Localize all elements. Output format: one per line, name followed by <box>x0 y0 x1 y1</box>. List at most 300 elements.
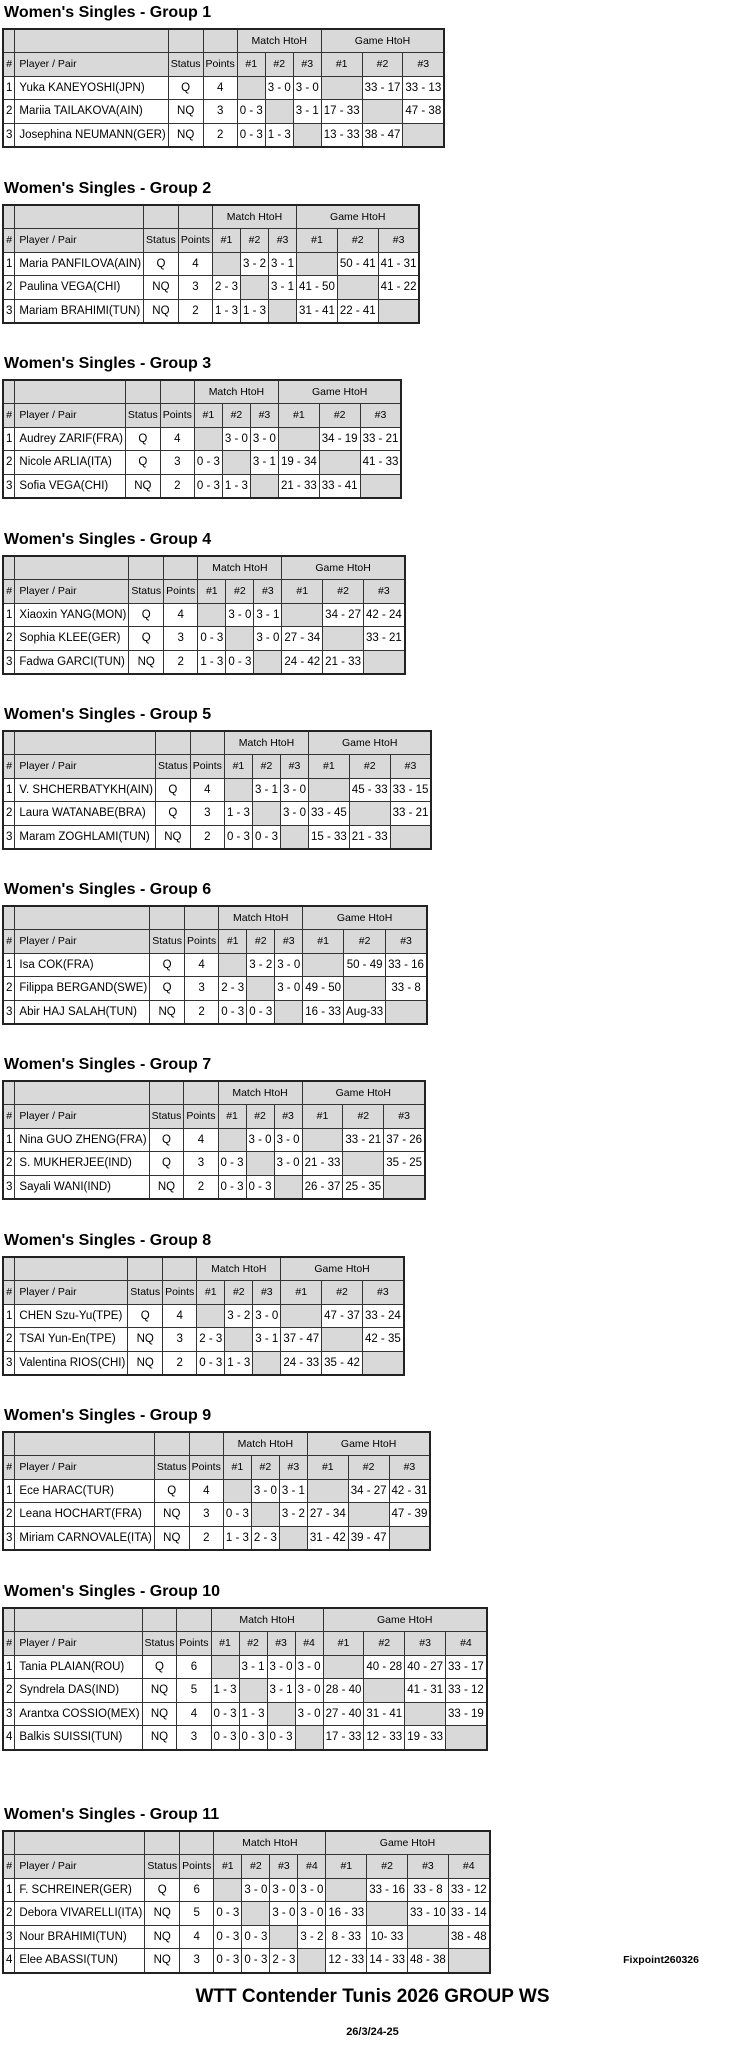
game-col-3: #3 <box>389 1456 430 1480</box>
game-score-cell: 50 - 41 <box>337 252 378 276</box>
table-header-row <box>3 1831 490 1855</box>
group-title: Women's Singles - Group 6 <box>4 881 212 898</box>
rank-cell: 1 <box>3 1479 15 1503</box>
table-row <box>3 1351 404 1375</box>
match-col-1: #1 <box>197 1281 225 1305</box>
col-header-player: Player / Pair <box>15 229 144 253</box>
points-cell: 2 <box>185 1000 219 1024</box>
header-blank <box>203 29 237 53</box>
col-header-points: Points <box>177 1632 211 1656</box>
player-cell: Fadwa GARCI(TUN) <box>15 650 129 674</box>
rank-cell: 1 <box>3 1128 15 1152</box>
player-cell: Syndrela DAS(IND) <box>15 1679 142 1703</box>
game-col-1: #1 <box>307 1456 348 1480</box>
game-score-cell <box>319 451 360 475</box>
game-col-1: #1 <box>326 1855 367 1879</box>
group-title: Women's Singles - Group 10 <box>4 1583 220 1600</box>
game-score-cell: 40 - 27 <box>405 1655 446 1679</box>
col-header-num: # <box>3 404 15 428</box>
game-score-cell <box>326 1878 367 1902</box>
match-col-3: #3 <box>275 930 303 954</box>
player-cell: Filippa BERGAND(SWE) <box>15 977 150 1001</box>
game-score-cell: 27 - 34 <box>307 1503 348 1527</box>
header-blank <box>15 205 144 229</box>
match-col-2: #2 <box>239 1632 267 1656</box>
game-score-cell: 37 - 26 <box>384 1128 425 1152</box>
table-row <box>3 627 405 651</box>
match-col-3: #3 <box>253 1281 281 1305</box>
match-col-3: #3 <box>267 1632 295 1656</box>
game-score-cell <box>323 1655 364 1679</box>
match-score-cell: 3 - 1 <box>267 1679 295 1703</box>
match-col-1: #1 <box>214 1855 242 1879</box>
match-score-cell <box>197 1304 225 1328</box>
match-score-cell: 3 - 0 <box>275 977 303 1001</box>
match-score-cell: 3 - 1 <box>254 603 282 627</box>
game-score-cell: 47 - 39 <box>389 1503 430 1527</box>
points-cell: 4 <box>185 953 219 977</box>
match-htoh-header: Match HtoH <box>237 29 321 53</box>
col-header-points: Points <box>180 1855 214 1879</box>
match-score-cell: 0 - 3 <box>219 1000 247 1024</box>
header-blank <box>189 1432 223 1456</box>
match-score-cell: 0 - 3 <box>226 650 254 674</box>
match-score-cell <box>223 1479 251 1503</box>
match-score-cell <box>214 1878 242 1902</box>
game-col-2: #2 <box>364 1632 405 1656</box>
col-header-status: Status <box>129 580 164 604</box>
col-header-points: Points <box>189 1456 223 1480</box>
match-htoh-header: Match HtoH <box>219 906 303 930</box>
rank-cell: 1 <box>3 427 15 451</box>
match-col-3: #3 <box>274 1105 302 1129</box>
game-score-cell <box>344 977 386 1001</box>
match-htoh-header: Match HtoH <box>224 731 308 755</box>
player-cell: V. SHCHERBATYKH(AIN) <box>15 778 156 802</box>
match-col-4: #4 <box>295 1632 323 1656</box>
match-col-3: #3 <box>279 1456 307 1480</box>
game-score-cell: 21 - 33 <box>349 825 390 849</box>
rank-cell: 2 <box>3 802 15 826</box>
header-blank <box>128 1257 163 1281</box>
points-cell: 5 <box>177 1679 211 1703</box>
game-score-cell: 21 - 33 <box>278 474 319 498</box>
col-header-num: # <box>3 930 15 954</box>
game-score-cell: 42 - 31 <box>389 1479 430 1503</box>
match-col-4: #4 <box>298 1855 326 1879</box>
game-col-3: #3 <box>386 930 427 954</box>
match-score-cell <box>241 276 269 300</box>
game-score-cell <box>384 1175 425 1199</box>
table-row <box>3 1152 425 1176</box>
status-cell: NQ <box>125 474 160 498</box>
match-score-cell: 3 - 0 <box>295 1702 323 1726</box>
rank-cell: 3 <box>3 299 15 323</box>
match-score-cell: 3 - 1 <box>239 1655 267 1679</box>
status-cell: Q <box>145 1878 180 1902</box>
player-cell: Mariam BRAHIMI(TUN) <box>15 299 144 323</box>
group-table <box>2 1080 426 1200</box>
rank-cell: 1 <box>3 1878 15 1902</box>
match-score-cell: 1 - 3 <box>239 1702 267 1726</box>
game-col-1: #1 <box>323 1632 364 1656</box>
match-score-cell: 3 - 2 <box>279 1503 307 1527</box>
document-code: Fixpoint260326 <box>623 1954 699 1966</box>
header-blank <box>3 1081 15 1105</box>
game-score-cell <box>390 825 431 849</box>
game-col-2: #2 <box>343 1105 384 1129</box>
rank-cell: 3 <box>3 1702 15 1726</box>
group-table <box>2 555 406 675</box>
match-score-cell <box>225 1328 253 1352</box>
player-cell: S. MUKHERJEE(IND) <box>15 1152 149 1176</box>
col-header-status: Status <box>145 1855 180 1879</box>
header-blank <box>125 380 160 404</box>
table-header-row <box>3 1257 404 1281</box>
rank-cell: 2 <box>3 276 15 300</box>
game-score-cell: 8 - 33 <box>326 1925 367 1949</box>
col-header-num: # <box>3 1281 15 1305</box>
points-cell: 3 <box>160 451 194 475</box>
col-header-points: Points <box>178 229 212 253</box>
rank-cell: 1 <box>3 1655 15 1679</box>
rank-cell: 4 <box>3 1949 15 1973</box>
player-cell: Balkis SUISSI(TUN) <box>15 1726 142 1750</box>
table-row <box>3 1726 487 1750</box>
document-date: 26/3/24-25 <box>346 2026 399 2038</box>
status-cell: NQ <box>155 825 190 849</box>
header-blank <box>3 906 15 930</box>
game-score-cell: 34 - 27 <box>323 603 364 627</box>
match-score-cell: 3 - 0 <box>253 1304 281 1328</box>
header-blank <box>15 906 150 930</box>
header-blank <box>15 1432 154 1456</box>
match-col-3: #3 <box>293 53 321 77</box>
table-row <box>3 650 405 674</box>
table-row <box>3 1128 425 1152</box>
table-row <box>3 977 427 1001</box>
rank-cell: 2 <box>3 627 15 651</box>
game-htoh-header: Game HtoH <box>323 1608 487 1632</box>
col-header-player: Player / Pair <box>15 1105 149 1129</box>
match-htoh-header: Match HtoH <box>211 1608 323 1632</box>
game-score-cell: 41 - 33 <box>360 451 401 475</box>
status-cell: Q <box>129 603 164 627</box>
match-score-cell: 0 - 3 <box>214 1925 242 1949</box>
rank-cell: 2 <box>3 1328 15 1352</box>
game-score-cell: 14 - 33 <box>367 1949 408 1973</box>
match-col-2: #2 <box>251 1456 279 1480</box>
game-htoh-header: Game HtoH <box>326 1831 490 1855</box>
match-score-cell: 3 - 1 <box>279 1479 307 1503</box>
match-col-3: #3 <box>250 404 278 428</box>
game-score-cell: 50 - 49 <box>344 953 386 977</box>
match-score-cell: 0 - 3 <box>267 1726 295 1750</box>
column-header-row <box>3 580 405 604</box>
rank-cell: 2 <box>3 977 15 1001</box>
game-htoh-header: Game HtoH <box>281 1257 404 1281</box>
col-header-num: # <box>3 1105 15 1129</box>
game-score-cell <box>281 1304 322 1328</box>
match-col-1: #1 <box>219 930 247 954</box>
status-cell: NQ <box>129 650 164 674</box>
game-score-cell: 38 - 48 <box>448 1925 489 1949</box>
header-blank <box>15 1081 149 1105</box>
col-header-player: Player / Pair <box>15 930 150 954</box>
game-score-cell: 17 - 33 <box>321 100 362 124</box>
match-score-cell: 0 - 3 <box>218 1175 246 1199</box>
game-score-cell: 33 - 45 <box>308 802 349 826</box>
game-col-2: #2 <box>337 229 378 253</box>
game-col-1: #1 <box>303 930 344 954</box>
table-row <box>3 1902 490 1926</box>
group-table <box>2 379 402 499</box>
match-score-cell <box>295 1726 323 1750</box>
table-row <box>3 1304 404 1328</box>
match-score-cell: 3 - 0 <box>274 1152 302 1176</box>
match-score-cell <box>275 1000 303 1024</box>
player-cell: Nina GUO ZHENG(FRA) <box>15 1128 149 1152</box>
match-score-cell: 1 - 3 <box>223 1526 251 1550</box>
game-col-2: #2 <box>367 1855 408 1879</box>
header-blank <box>177 1608 211 1632</box>
game-score-cell <box>308 778 349 802</box>
header-blank <box>154 1432 189 1456</box>
status-cell: Q <box>150 953 185 977</box>
game-score-cell: 24 - 42 <box>282 650 323 674</box>
match-col-2: #2 <box>242 1855 270 1879</box>
table-row <box>3 825 431 849</box>
col-header-status: Status <box>125 404 160 428</box>
status-cell: Q <box>149 1152 184 1176</box>
player-cell: Nicole ARLIA(ITA) <box>15 451 126 475</box>
match-col-2: #2 <box>222 404 250 428</box>
match-col-1: #1 <box>237 53 265 77</box>
game-score-cell: 47 - 37 <box>322 1304 363 1328</box>
match-score-cell: 3 - 0 <box>298 1878 326 1902</box>
rank-cell: 3 <box>3 1925 15 1949</box>
match-score-cell: 3 - 0 <box>293 76 321 100</box>
game-score-cell <box>323 627 364 651</box>
points-cell: 2 <box>178 299 212 323</box>
status-cell: Q <box>150 977 185 1001</box>
game-score-cell: 31 - 41 <box>297 299 338 323</box>
group-table <box>2 730 432 850</box>
game-col-2: #2 <box>323 580 364 604</box>
player-cell: Maram ZOGHLAMI(TUN) <box>15 825 156 849</box>
table-row <box>3 1878 490 1902</box>
match-col-1: #1 <box>218 1105 246 1129</box>
points-cell: 3 <box>203 100 237 124</box>
game-score-cell: 27 - 40 <box>323 1702 364 1726</box>
match-score-cell <box>222 451 250 475</box>
col-header-num: # <box>3 1855 15 1879</box>
status-cell: NQ <box>144 299 179 323</box>
match-score-cell: 2 - 3 <box>219 977 247 1001</box>
match-score-cell <box>254 650 282 674</box>
game-col-4: #4 <box>446 1632 487 1656</box>
points-cell: 4 <box>180 1925 214 1949</box>
col-header-points: Points <box>163 1281 197 1305</box>
match-col-1: #1 <box>224 755 252 779</box>
match-score-cell <box>247 977 275 1001</box>
header-blank <box>180 1831 214 1855</box>
col-header-points: Points <box>160 404 194 428</box>
rank-cell: 3 <box>3 123 15 147</box>
game-htoh-header: Game HtoH <box>321 29 444 53</box>
game-score-cell: 26 - 37 <box>302 1175 343 1199</box>
match-score-cell: 1 - 3 <box>222 474 250 498</box>
group-title: Women's Singles - Group 11 <box>4 1806 220 1823</box>
game-score-cell <box>403 123 444 147</box>
match-score-cell: 3 - 1 <box>250 451 278 475</box>
col-header-num: # <box>3 53 15 77</box>
match-htoh-header: Match HtoH <box>198 556 282 580</box>
match-score-cell: 0 - 3 <box>242 1925 270 1949</box>
match-score-cell <box>265 100 293 124</box>
rank-cell: 2 <box>3 1503 15 1527</box>
match-score-cell <box>224 778 252 802</box>
rank-cell: 3 <box>3 650 15 674</box>
match-score-cell: 3 - 0 <box>270 1902 298 1926</box>
match-score-cell: 3 - 1 <box>293 100 321 124</box>
player-cell: Laura WATANABE(BRA) <box>15 802 156 826</box>
game-score-cell: 13 - 33 <box>321 123 362 147</box>
status-cell: Q <box>125 427 160 451</box>
match-col-2: #2 <box>252 755 280 779</box>
group-title: Women's Singles - Group 7 <box>4 1056 212 1073</box>
game-score-cell: 45 - 33 <box>349 778 390 802</box>
match-score-cell <box>251 1503 279 1527</box>
match-score-cell: 3 - 1 <box>252 778 280 802</box>
group-title: Women's Singles - Group 2 <box>4 180 212 197</box>
match-htoh-header: Match HtoH <box>194 380 278 404</box>
player-cell: CHEN Szu-Yu(TPE) <box>15 1304 128 1328</box>
group-title: Women's Singles - Group 3 <box>4 355 212 372</box>
match-score-cell: 0 - 3 <box>239 1726 267 1750</box>
game-col-3: #3 <box>390 755 431 779</box>
status-cell: NQ <box>142 1726 177 1750</box>
points-cell: 4 <box>190 778 224 802</box>
player-cell: Josephina NEUMANN(GER) <box>15 123 168 147</box>
header-blank <box>3 731 15 755</box>
player-cell: Valentina RIOS(CHI) <box>15 1351 128 1375</box>
game-score-cell: 48 - 38 <box>408 1949 449 1973</box>
game-score-cell: 31 - 42 <box>307 1526 348 1550</box>
col-header-player: Player / Pair <box>15 580 129 604</box>
status-cell: NQ <box>154 1503 189 1527</box>
match-score-cell <box>211 1655 239 1679</box>
points-cell: 2 <box>160 474 194 498</box>
column-header-row <box>3 1855 490 1879</box>
header-blank <box>168 29 203 53</box>
match-score-cell: 0 - 3 <box>197 1351 225 1375</box>
game-score-cell: 33 - 16 <box>367 1878 408 1902</box>
match-col-1: #1 <box>194 404 222 428</box>
match-score-cell: 1 - 3 <box>211 1679 239 1703</box>
game-score-cell: 21 - 33 <box>302 1152 343 1176</box>
match-score-cell <box>253 1351 281 1375</box>
player-cell: Arantxa COSSIO(MEX) <box>15 1702 142 1726</box>
game-col-2: #2 <box>322 1281 363 1305</box>
header-blank <box>145 1831 180 1855</box>
game-score-cell <box>363 650 404 674</box>
match-score-cell: 0 - 3 <box>214 1902 242 1926</box>
match-score-cell: 0 - 3 <box>247 1000 275 1024</box>
rank-cell: 3 <box>3 1000 15 1024</box>
match-score-cell: 2 - 3 <box>270 1949 298 1973</box>
game-col-2: #2 <box>362 53 403 77</box>
rank-cell: 2 <box>3 100 15 124</box>
match-score-cell: 3 - 0 <box>265 76 293 100</box>
header-blank <box>142 1608 177 1632</box>
player-cell: TSAI Yun-En(TPE) <box>15 1328 128 1352</box>
game-score-cell <box>321 76 362 100</box>
group-title: Women's Singles - Group 4 <box>4 531 212 548</box>
game-col-1: #1 <box>281 1281 322 1305</box>
status-cell: NQ <box>145 1925 180 1949</box>
match-score-cell <box>194 427 222 451</box>
table-row <box>3 1679 487 1703</box>
status-cell: Q <box>155 778 190 802</box>
match-score-cell: 0 - 3 <box>198 627 226 651</box>
match-score-cell: 3 - 2 <box>247 953 275 977</box>
group-table <box>2 204 420 324</box>
game-col-2: #2 <box>348 1456 389 1480</box>
table-row <box>3 1925 490 1949</box>
status-cell: Q <box>142 1655 177 1679</box>
game-score-cell: 33 - 41 <box>319 474 360 498</box>
game-score-cell: 16 - 33 <box>326 1902 367 1926</box>
game-score-cell: 42 - 24 <box>363 603 404 627</box>
col-header-status: Status <box>150 930 185 954</box>
table-row <box>3 802 431 826</box>
points-cell: 2 <box>189 1526 223 1550</box>
game-col-2: #2 <box>319 404 360 428</box>
game-score-cell <box>297 252 338 276</box>
match-score-cell: 0 - 3 <box>194 451 222 475</box>
table-header-row <box>3 1608 487 1632</box>
game-score-cell: 19 - 34 <box>278 451 319 475</box>
game-score-cell: 33 - 24 <box>362 1304 403 1328</box>
rank-cell: 1 <box>3 603 15 627</box>
header-blank <box>15 380 126 404</box>
match-score-cell <box>274 1175 302 1199</box>
points-cell: 4 <box>160 427 194 451</box>
group-title: Women's Singles - Group 1 <box>4 4 212 21</box>
header-blank <box>3 1608 15 1632</box>
player-cell: Yuka KANEYOSHI(JPN) <box>15 76 168 100</box>
match-score-cell: 0 - 3 <box>237 123 265 147</box>
match-col-1: #1 <box>211 1632 239 1656</box>
column-header-row <box>3 1105 425 1129</box>
match-score-cell: 3 - 0 <box>295 1655 323 1679</box>
rank-cell: 2 <box>3 1902 15 1926</box>
table-row <box>3 1702 487 1726</box>
points-cell: 3 <box>189 1503 223 1527</box>
game-score-cell: 33 - 21 <box>390 802 431 826</box>
points-cell: 3 <box>180 1949 214 1973</box>
game-score-cell <box>348 1503 389 1527</box>
game-score-cell: 33 - 16 <box>386 953 427 977</box>
match-score-cell: 3 - 2 <box>225 1304 253 1328</box>
player-cell: Sayali WANI(IND) <box>15 1175 149 1199</box>
col-header-player: Player / Pair <box>15 53 168 77</box>
rank-cell: 1 <box>3 76 15 100</box>
player-cell: Ece HARAC(TUR) <box>15 1479 154 1503</box>
table-row <box>3 276 419 300</box>
match-score-cell: 3 - 0 <box>270 1878 298 1902</box>
